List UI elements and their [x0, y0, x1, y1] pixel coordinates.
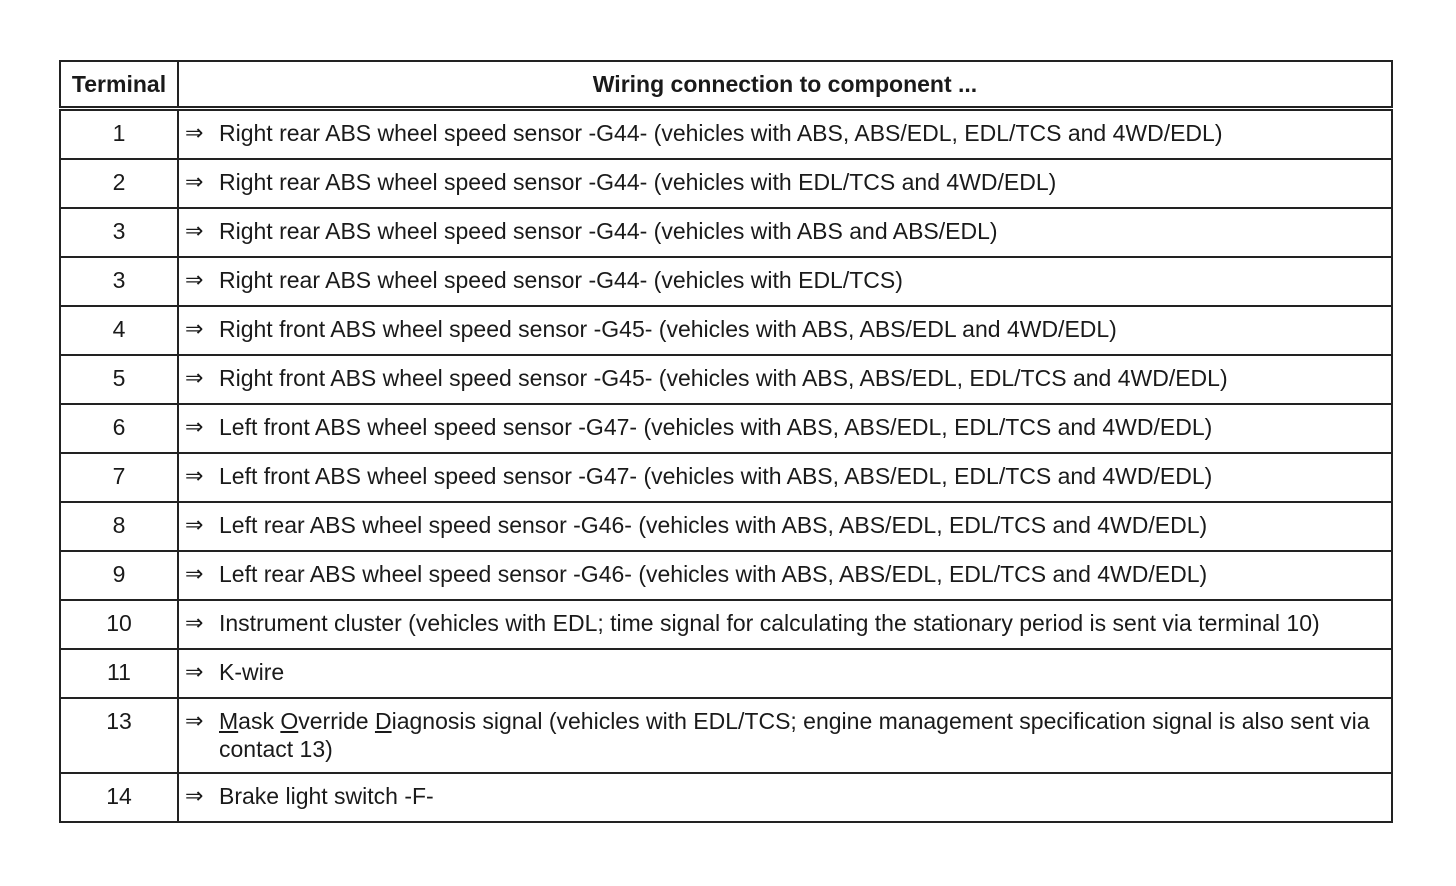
table-header-row [60, 61, 1392, 109]
terminal-cell: 11 [60, 649, 178, 698]
connection-cell [178, 649, 1392, 698]
terminal-wiring-table [59, 60, 1393, 823]
connection-text: Left front ABS wheel speed sensor -G47- (vehicles with ABS, ABS/EDL, EDL/TCS and 4WD/EDL) [219, 463, 1213, 489]
arrow-icon: ⇒ [185, 365, 204, 390]
table-row [60, 773, 1392, 822]
connection-cell [178, 600, 1392, 649]
arrow-icon: ⇒ [185, 316, 204, 341]
arrow-icon: ⇒ [185, 218, 204, 243]
connection-text: Left front ABS wheel speed sensor -G47- (vehicles with ABS, ABS/EDL, EDL/TCS and 4WD/EDL) [219, 414, 1213, 440]
terminal-cell: 5 [60, 355, 178, 404]
connection-text: Right front ABS wheel speed sensor -G45- (vehicles with ABS, ABS/EDL and 4WD/EDL) [219, 316, 1117, 342]
column-header-connection: Wiring connection to component ... [178, 61, 1392, 109]
wiring-table-container [59, 60, 1391, 823]
terminal-cell: 3 [60, 208, 178, 257]
connection-cell [178, 159, 1392, 208]
connection-text: Right rear ABS wheel speed sensor -G44- (vehicles with ABS, ABS/EDL, EDL/TCS and 4WD/EDL) [219, 120, 1223, 146]
table-row [60, 159, 1392, 208]
arrow-icon: ⇒ [185, 610, 204, 635]
table-row [60, 109, 1392, 160]
connection-text [219, 707, 1385, 763]
connection-text: K-wire [219, 659, 285, 685]
text-fragment: iagnosis signal (vehicles with EDL/TCS; engine management specification signal is also sent via contact 13) [219, 708, 1370, 762]
terminal-cell: 4 [60, 306, 178, 355]
table-row [60, 551, 1392, 600]
connection-cell [178, 306, 1392, 355]
terminal-cell: 3 [60, 257, 178, 306]
table-row [60, 600, 1392, 649]
connection-cell [178, 404, 1392, 453]
text-fragment: ask [238, 708, 281, 734]
table-row [60, 257, 1392, 306]
table-row [60, 502, 1392, 551]
connection-cell [178, 109, 1392, 160]
underlined-letter-o: O [280, 708, 299, 734]
terminal-cell: 1 [60, 109, 178, 160]
terminal-cell: 7 [60, 453, 178, 502]
connection-text: Left rear ABS wheel speed sensor -G46- (vehicles with ABS, ABS/EDL, EDL/TCS and 4WD/EDL) [219, 561, 1208, 587]
arrow-icon: ⇒ [185, 512, 204, 537]
connection-cell [178, 355, 1392, 404]
table-body [60, 109, 1392, 823]
connection-text: Left rear ABS wheel speed sensor -G46- (vehicles with ABS, ABS/EDL, EDL/TCS and 4WD/EDL) [219, 512, 1208, 538]
table-row [60, 404, 1392, 453]
arrow-icon: ⇒ [185, 708, 204, 733]
connection-cell [178, 453, 1392, 502]
terminal-cell: 6 [60, 404, 178, 453]
connection-text: Right rear ABS wheel speed sensor -G44- (vehicles with EDL/TCS) [219, 267, 903, 293]
connection-cell [178, 208, 1392, 257]
table-row [60, 355, 1392, 404]
arrow-icon: ⇒ [185, 561, 204, 586]
arrow-icon: ⇒ [185, 267, 204, 292]
terminal-cell: 14 [60, 773, 178, 822]
connection-text: Instrument cluster (vehicles with EDL; time signal for calculating the stationary period is sent via terminal 10) [219, 610, 1320, 636]
arrow-icon: ⇒ [185, 414, 204, 439]
underlined-letter-d: D [374, 708, 392, 734]
connection-cell [178, 502, 1392, 551]
column-header-terminal: Terminal [60, 61, 178, 109]
arrow-icon: ⇒ [185, 463, 204, 488]
arrow-icon: ⇒ [185, 659, 204, 684]
text-fragment: verride [298, 708, 375, 734]
terminal-cell: 13 [60, 698, 178, 773]
connection-text: Brake light switch -F- [219, 783, 434, 809]
connection-text: Right rear ABS wheel speed sensor -G44- (vehicles with EDL/TCS and 4WD/EDL) [219, 169, 1057, 195]
connection-cell [178, 773, 1392, 822]
arrow-icon: ⇒ [185, 120, 204, 145]
terminal-cell: 9 [60, 551, 178, 600]
table-row [60, 306, 1392, 355]
arrow-icon: ⇒ [185, 783, 204, 808]
table-row [60, 649, 1392, 698]
connection-text: Right rear ABS wheel speed sensor -G44- (vehicles with ABS and ABS/EDL) [219, 218, 998, 244]
connection-text: Right front ABS wheel speed sensor -G45- (vehicles with ABS, ABS/EDL, EDL/TCS and 4WD/EDL) [219, 365, 1228, 391]
connection-cell [178, 698, 1392, 773]
terminal-cell: 8 [60, 502, 178, 551]
arrow-icon: ⇒ [185, 169, 204, 194]
table-row [60, 698, 1392, 773]
table-row [60, 208, 1392, 257]
terminal-cell: 10 [60, 600, 178, 649]
table-row [60, 453, 1392, 502]
terminal-cell: 2 [60, 159, 178, 208]
connection-cell [178, 551, 1392, 600]
underlined-letter-m: M [219, 708, 239, 734]
connection-cell [178, 257, 1392, 306]
